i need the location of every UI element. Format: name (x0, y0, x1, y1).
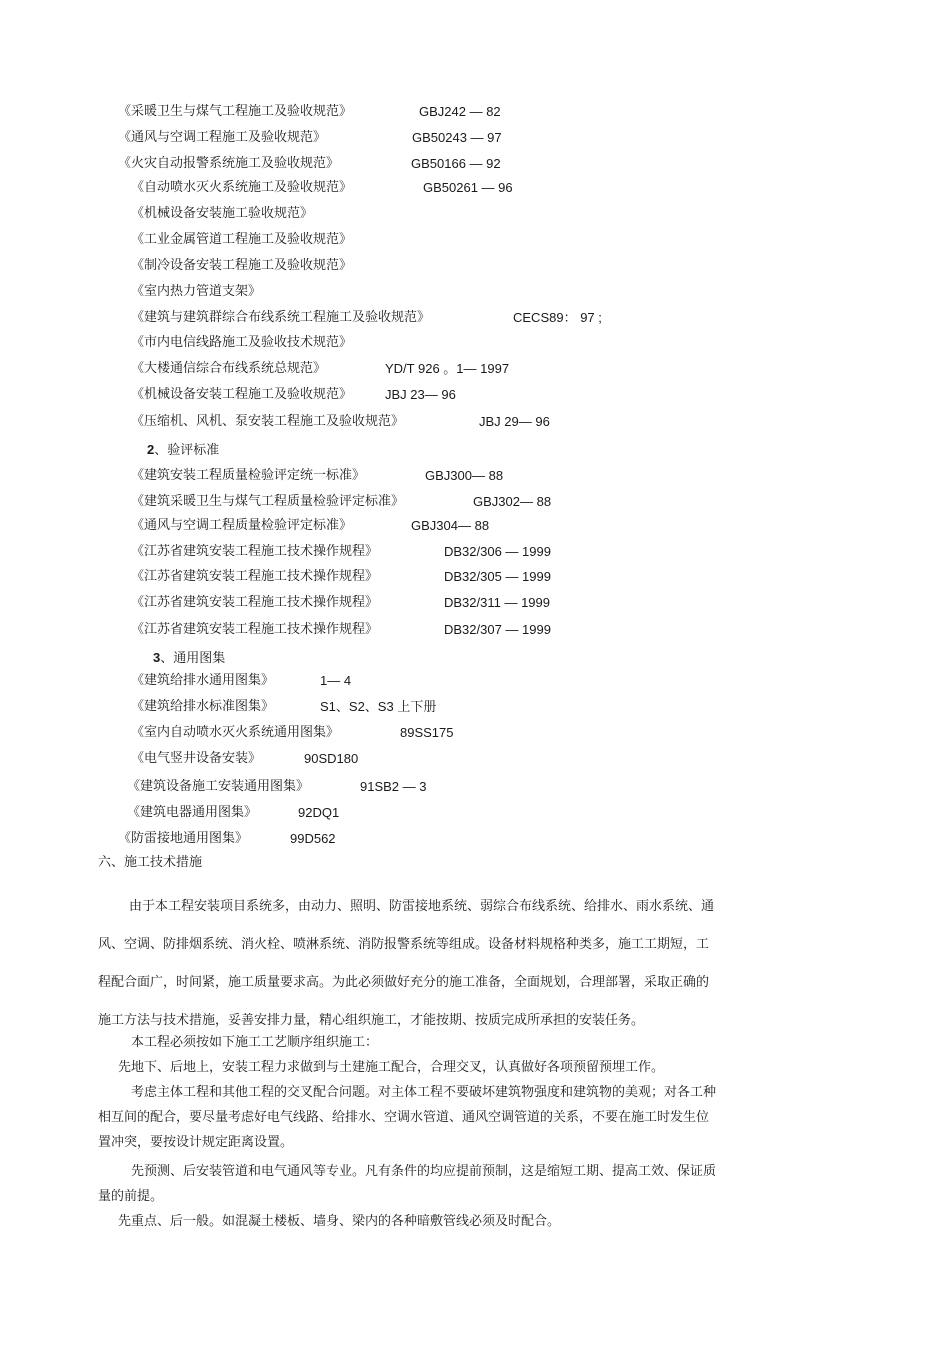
standard-code: YD/T 926 。1— 1997 (385, 361, 510, 376)
paragraph-line: 风、空调、防排烟系统、消火栓、喷淋系统、消防报警系统等组成。设备材料规格种类多，施工工期短，工 (98, 937, 710, 952)
paragraph-line: 考虑主体工程和其他工程的交叉配合问题。对主体工程不要破坏建筑物强度和建筑物的美观；对各工种 (131, 1085, 717, 1100)
standard-code: DB32/306 — 1999 (444, 544, 551, 559)
standard-code: JBJ 29— 96 (479, 414, 550, 429)
standard-code: DB32/305 — 1999 (444, 569, 551, 584)
standard-name: 《通风与空调工程质量检验评定标准》 (131, 518, 353, 533)
standard-name: 《火灾自动报警系统施工及验收规范》 (118, 156, 340, 171)
atlas-name: 《建筑给排水通用图集》 (131, 673, 275, 688)
paragraph-line: 先重点、后一般。如混凝土楼板、墙身、梁内的各种暗敷管线必须及时配合。 (118, 1214, 561, 1229)
standard-name: 《采暖卫生与煤气工程施工及验收规范》 (118, 104, 353, 119)
paragraph-line: 先预测、后安装管道和电气通风等专业。凡有条件的均应提前预制，这是缩短工期、提高工效、保证质 (131, 1164, 717, 1179)
standard-name: 《通风与空调工程施工及验收规范》 (118, 130, 327, 145)
section-title: 、验评标准 (154, 443, 220, 458)
standard-name: 《建筑安装工程质量检验评定统一标准》 (131, 468, 366, 483)
intro-paragraph (98, 888, 758, 1040)
paragraph-line: 本工程必须按如下施工工艺顺序组织施工： (131, 1035, 379, 1050)
atlas-name: 《建筑电器通用图集》 (127, 805, 258, 820)
section-title: 、通用图集 (160, 651, 226, 666)
atlas-code: S1、S2、S3 上下册 (320, 699, 437, 714)
body-text (98, 1030, 758, 1234)
standard-name: 《江苏省建筑安装工程施工技术操作规程》 (131, 595, 379, 610)
standard-name: 《江苏省建筑安装工程施工技术操作规程》 (131, 569, 379, 584)
standard-code: GBJ300— 88 (425, 468, 504, 483)
paragraph-line: 相互间的配合，要尽量考虑好电气线路、给排水、空调水管道、通风空调管道的关系，不要在施工时发生位 (98, 1110, 710, 1125)
standard-name: 《制冷设备安装工程施工及验收规范》 (131, 258, 353, 273)
atlas-code: 99D562 (290, 831, 336, 846)
section-heading: 六、施工技术措施 (98, 855, 203, 870)
standard-code: GB50243 — 97 (412, 130, 502, 145)
atlas-name: 《建筑给排水标准图集》 (131, 699, 275, 714)
standard-name: 《建筑与建筑群综合布线系统工程施工及验收规范》 (131, 310, 431, 325)
standard-code: DB32/311 — 1999 (444, 595, 550, 610)
atlas-name: 《防雷接地通用图集》 (118, 831, 249, 846)
atlas-name: 《室内自动喷水灭火系统通用图集》 (131, 725, 340, 740)
section-number: 2 (147, 442, 155, 457)
paragraph-line: 程配合面广，时间紧，施工质量要求高。为此必须做好充分的施工准备，全面规划，合理部署，采取正确的 (98, 975, 710, 990)
standard-code: JBJ 23— 96 (385, 387, 456, 402)
standard-name: 《大楼通信综合布线系统总规范》 (131, 361, 327, 376)
paragraph-line: 先地下、后地上，安装工程力求做到与土建施工配合，合理交叉，认真做好各项预留预埋工作。 (118, 1060, 665, 1075)
standard-name: 《江苏省建筑安装工程施工技术操作规程》 (131, 622, 379, 637)
standard-code: DB32/307 — 1999 (444, 622, 551, 637)
section-heading (153, 648, 225, 669)
paragraph-line: 由于本工程安装项目系统多，由动力、照明、防雷接地系统、弱综合布线系统、给排水、雨水系统、通 (129, 899, 715, 914)
standard-name: 《江苏省建筑安装工程施工技术操作规程》 (131, 544, 379, 559)
standard-name: 《压缩机、风机、泵安装工程施工及验收规范》 (131, 414, 405, 429)
atlas-code: 90SD180 (304, 751, 359, 766)
standard-name: 《市内电信线路施工及验收技术规范》 (131, 335, 353, 350)
standard-code: GBJ302— 88 (473, 494, 552, 509)
standard-code: GBJ304— 88 (411, 518, 490, 533)
atlas-name: 《电气竖井设备安装》 (131, 751, 262, 766)
standard-name: 《机械设备安装施工验收规范》 (131, 206, 314, 221)
paragraph-line: 量的前提。 (98, 1189, 164, 1204)
atlas-name: 《建筑设备施工安装通用图集》 (127, 779, 310, 794)
standard-name: 《建筑采暖卫生与煤气工程质量检验评定标准》 (131, 494, 405, 509)
standard-name: 《机械设备安装工程施工及验收规范》 (131, 387, 353, 402)
standard-code: GB50166 — 92 (411, 156, 501, 171)
paragraph-line: 置冲突，要按设计规定距离设置。 (98, 1135, 294, 1150)
standard-name: 《自动喷水灭火系统施工及验收规范》 (131, 180, 353, 195)
atlas-code: 1— 4 (320, 673, 352, 688)
standard-code: CECS89： 97 ; (513, 310, 602, 325)
atlas-code: 89SS175 (400, 725, 454, 740)
section-heading (147, 440, 219, 461)
standard-name: 《室内热力管道支架》 (131, 284, 262, 299)
standard-code: GB50261 — 96 (423, 180, 513, 195)
paragraph-line: 施工方法与技术措施，妥善安排力量，精心组织施工，才能按期、按质完成所承担的安装任务。 (98, 1013, 645, 1028)
atlas-code: 91SB2 — 3 (360, 779, 427, 794)
atlas-code: 92DQ1 (298, 805, 340, 820)
standard-name: 《工业金属管道工程施工及验收规范》 (131, 232, 353, 247)
standard-code: GBJ242 — 82 (419, 104, 501, 119)
section-number: 3 (153, 650, 161, 665)
